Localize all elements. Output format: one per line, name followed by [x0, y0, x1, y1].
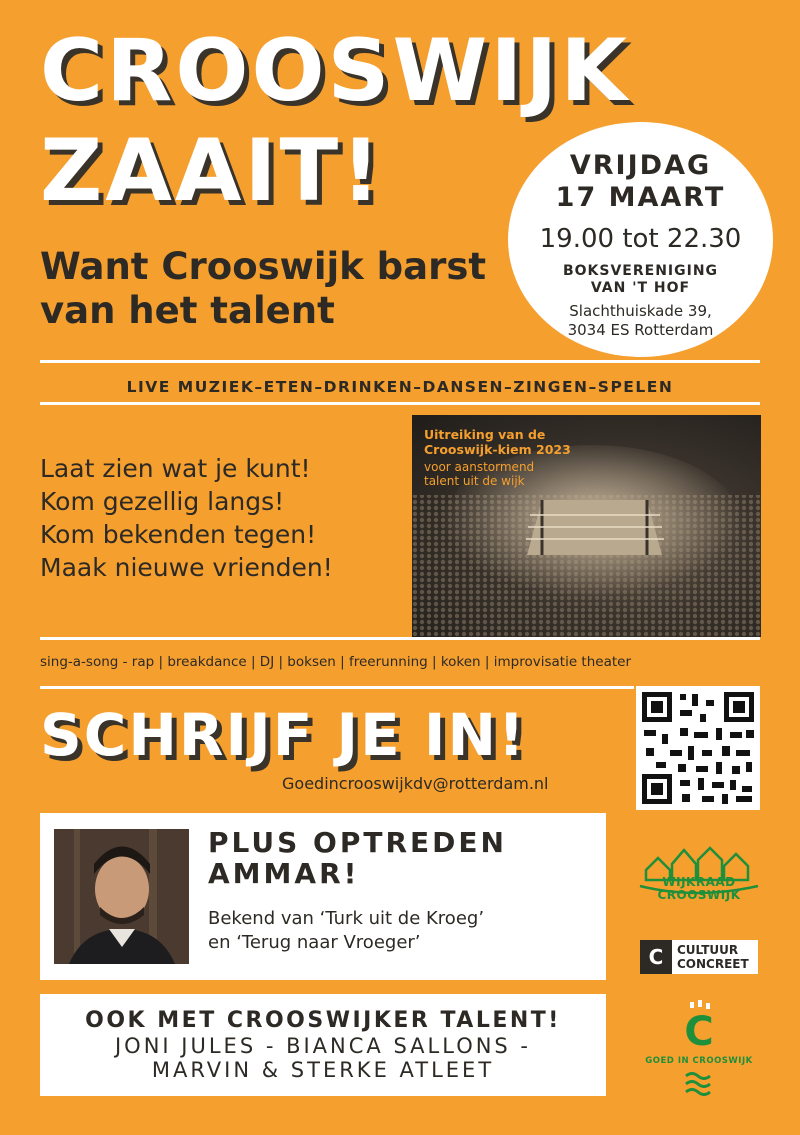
performer-portrait	[54, 829, 189, 964]
performer-title	[208, 827, 507, 889]
event-info-circle	[508, 122, 773, 357]
genres-list: sing-a-song - rap | breakdance | DJ | boksen | freerunning | koken | improvisatie theater	[40, 654, 631, 670]
activities-list: LIVE MUZIEK–ETEN–DRINKEN–DANSEN–ZINGEN–SPELEN	[126, 378, 674, 396]
goed-in-crooswijk-logo	[640, 1000, 758, 1100]
poster-title-line1: CROOSWIJK	[40, 21, 630, 121]
caption-line: Crooswijk-kiem 2023	[424, 442, 571, 457]
event-day: VRIJDAG	[569, 150, 712, 181]
qr-code-icon[interactable]	[636, 686, 760, 810]
talent-names-line2: MARVIN & STERKE ATLEET	[151, 1058, 495, 1082]
qr-code-graphic	[636, 686, 760, 810]
divider	[40, 686, 634, 689]
cultuur-concreet-logo	[640, 940, 758, 974]
venue-address	[508, 302, 773, 340]
goed-letter: C	[684, 1009, 714, 1055]
boxing-ring-photo	[412, 415, 761, 637]
cultuur-line2: CONCREET	[677, 957, 749, 971]
caption-line: Uitreiking van de	[424, 427, 546, 442]
event-time: 19.00 tot 22.30	[539, 224, 742, 254]
wijkraad-crooswijk-logo	[636, 840, 762, 912]
divider	[40, 360, 760, 363]
known-line1: Bekend van ‘Turk uit de Kroeg’	[208, 908, 485, 929]
address-line2: 3034 ES Rotterdam	[567, 321, 714, 339]
invite-line: Kom bekenden tegen!	[40, 520, 317, 549]
wijkraad-line1: WIJKRAAD	[662, 875, 736, 889]
venue-name	[508, 263, 773, 297]
caption-line: talent uit de wijk	[424, 474, 525, 488]
divider	[40, 402, 760, 405]
poster-title-line2: ZAAIT!	[40, 121, 384, 221]
invite-line: Maak nieuwe vrienden!	[40, 553, 333, 582]
event-date: 17 MAART	[555, 182, 726, 213]
photo-caption-bold	[424, 427, 571, 457]
signup-email[interactable]: Goedincrooswijkdv@rotterdam.nl	[282, 774, 549, 793]
invite-line: Kom gezellig langs!	[40, 487, 285, 516]
signup-heading: SCHRIJF JE IN!	[40, 701, 527, 769]
performer-title-line1: PLUS OPTREDEN	[208, 826, 507, 859]
address-line1: Slachthuiskade 39,	[569, 302, 712, 320]
performer-photo	[54, 829, 189, 964]
goed-label: GOED IN CROOSWIJK	[645, 1056, 753, 1066]
venue-line1: BOKSVERENIGING	[562, 263, 719, 279]
photo-caption	[424, 460, 534, 488]
divider	[40, 637, 760, 640]
talent-box	[40, 994, 606, 1096]
performer-title-line2: AMMAR!	[208, 857, 360, 890]
cultuur-line1: CULTUUR	[677, 943, 739, 957]
known-line2: en ‘Terug naar Vroeger’	[208, 932, 421, 953]
venue-line2: VAN 'T HOF	[590, 280, 691, 296]
performer-box	[40, 813, 606, 980]
talent-names-line1: JONI JULES - BIANCA SALLONS -	[114, 1034, 532, 1058]
wijkraad-line2: CROOSWIJK	[657, 888, 741, 902]
invite-lines	[40, 452, 333, 584]
subtitle: Want Crooswijk barst van het talent	[40, 245, 487, 332]
cultuur-text	[677, 943, 749, 971]
cultuur-letter: C	[640, 940, 672, 974]
invite-line: Laat zien wat je kunt!	[40, 454, 311, 483]
caption-line: voor aanstormend	[424, 460, 535, 474]
wijkraad-text	[636, 876, 762, 902]
talent-title: OOK MET CROOSWIJKER TALENT!	[85, 1008, 561, 1033]
performer-known-from	[208, 907, 484, 955]
